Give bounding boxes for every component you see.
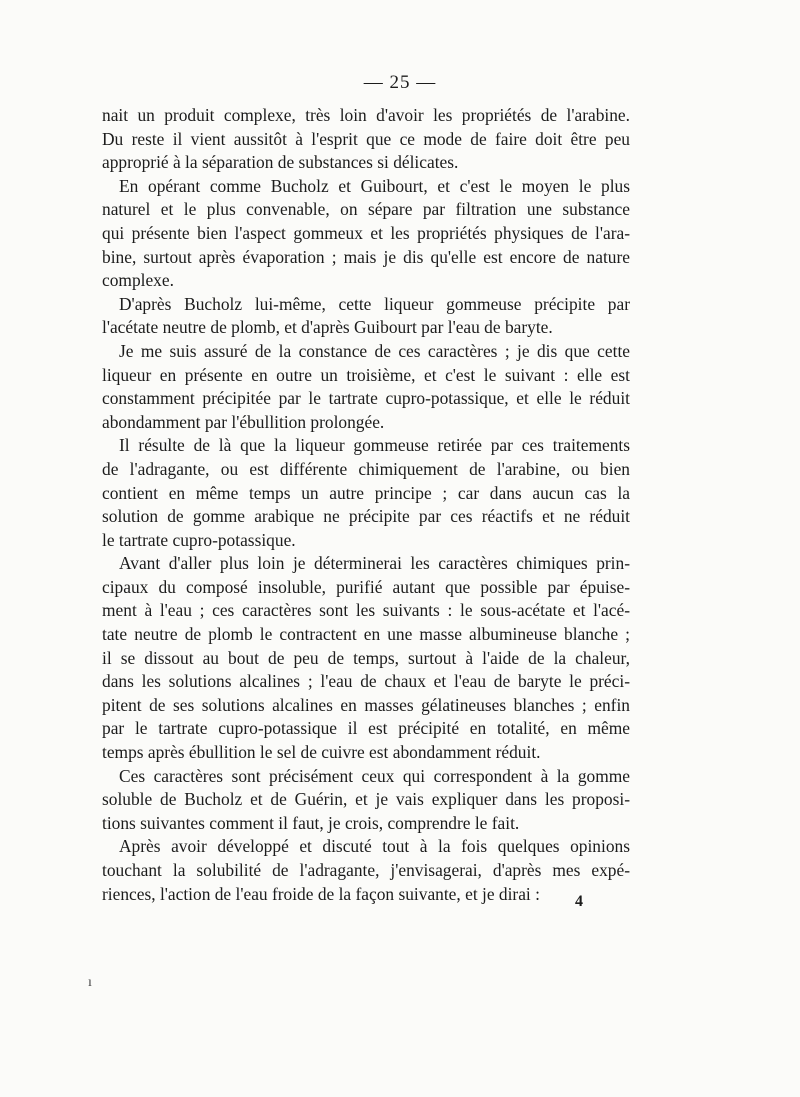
text-line: touchant la solubilité de l'adragante, j'envisagerai, d'après mes expé-	[102, 860, 630, 880]
text-line: contient en même temps un autre principe ; car dans aucun cas la	[102, 482, 630, 503]
body-text	[102, 104, 630, 906]
text-line: dans les solutions alcalines ; l'eau de chaux et l'eau de baryte le préci-	[102, 671, 630, 692]
text-line: l'acétate neutre de plomb, et d'après Guibourt par l'eau de baryte.	[102, 317, 553, 338]
text-line: par le tartrate cupro-potassique il est précipité en totalité, en même	[102, 718, 630, 739]
text-line: Il résulte de là que la liqueur gommeuse retirée par ces traitements	[119, 435, 630, 456]
text-line: bine, surtout après évaporation ; mais je dis qu'elle est encore de nature	[102, 246, 630, 267]
text-line: Ces caractères sont précisément ceux qui correspondent à la gomme	[119, 765, 630, 786]
text-line: pitent de ses solutions alcalines en masses gélatineuses blanches ; enfin	[102, 694, 630, 715]
text-line: naturel et le plus convenable, on sépare par filtration une substance	[102, 199, 630, 220]
stray-mark: ı	[88, 975, 92, 990]
text-line: Je me suis assuré de la constance de ces caractères ; je dis que cette	[119, 340, 630, 361]
text-line: il se dissout au bout de peu de temps, surtout à l'aide de la chaleur,	[102, 647, 630, 668]
text-line: cipaux du composé insoluble, purifié autant que possible par épuise-	[102, 576, 630, 597]
text-line: nait un produit complexe, très loin d'avoir les propriétés de l'arabine.	[102, 105, 630, 125]
text-line: liqueur en présente en outre un troisième, et c'est le suivant : elle est	[102, 364, 630, 385]
text-line: approprié à la séparation de substances si délicates.	[102, 152, 459, 173]
text-line: tate neutre de plomb le contractent en une masse albumineuse blanche ;	[102, 624, 630, 645]
text-line: qui présente bien l'aspect gommeux et les propriétés physiques de l'ara-	[102, 222, 630, 243]
text-line: soluble de Bucholz et de Guérin, et je vais expliquer dans les proposi-	[102, 789, 630, 810]
text-line: riences, l'action de l'eau froide de la façon suivante, et je dirai :	[102, 883, 540, 904]
text-line: Après avoir développé et discuté tout à la fois quelques opinions	[119, 836, 630, 857]
signature-mark: 4	[575, 893, 583, 910]
text-line: constamment précipitée par le tartrate cupro-potassique, et elle le réduit	[102, 388, 630, 409]
page-number: — 25 —	[363, 72, 437, 93]
text-line: D'après Bucholz lui-même, cette liqueur gommeuse précipite par	[119, 293, 630, 314]
text-line: Du reste il vient aussitôt à l'esprit que ce mode de faire doit être peu	[102, 128, 630, 149]
text-line: En opérant comme Bucholz et Guibourt, et c'est le moyen le plus	[119, 175, 630, 196]
text-line: Avant d'aller plus loin je déterminerai les caractères chimiques prin-	[119, 553, 630, 574]
text-line: abondamment par l'ébullition prolongée.	[102, 411, 385, 432]
text-line: complexe.	[102, 270, 174, 291]
text-line: de l'adragante, ou est différente chimiquement de l'arabine, ou bien	[102, 458, 630, 479]
text-line: temps après ébullition le sel de cuivre est abondamment réduit.	[102, 742, 541, 763]
text-line: le tartrate cupro-potassique.	[102, 529, 296, 550]
text-line: tions suivantes comment il faut, je crois, comprendre le fait.	[102, 812, 520, 833]
text-line: solution de gomme arabique ne précipite par ces réactifs et ne réduit	[102, 506, 630, 527]
text-line: ment à l'eau ; ces caractères sont les suivants : le sous-acétate et l'acé-	[102, 600, 630, 621]
